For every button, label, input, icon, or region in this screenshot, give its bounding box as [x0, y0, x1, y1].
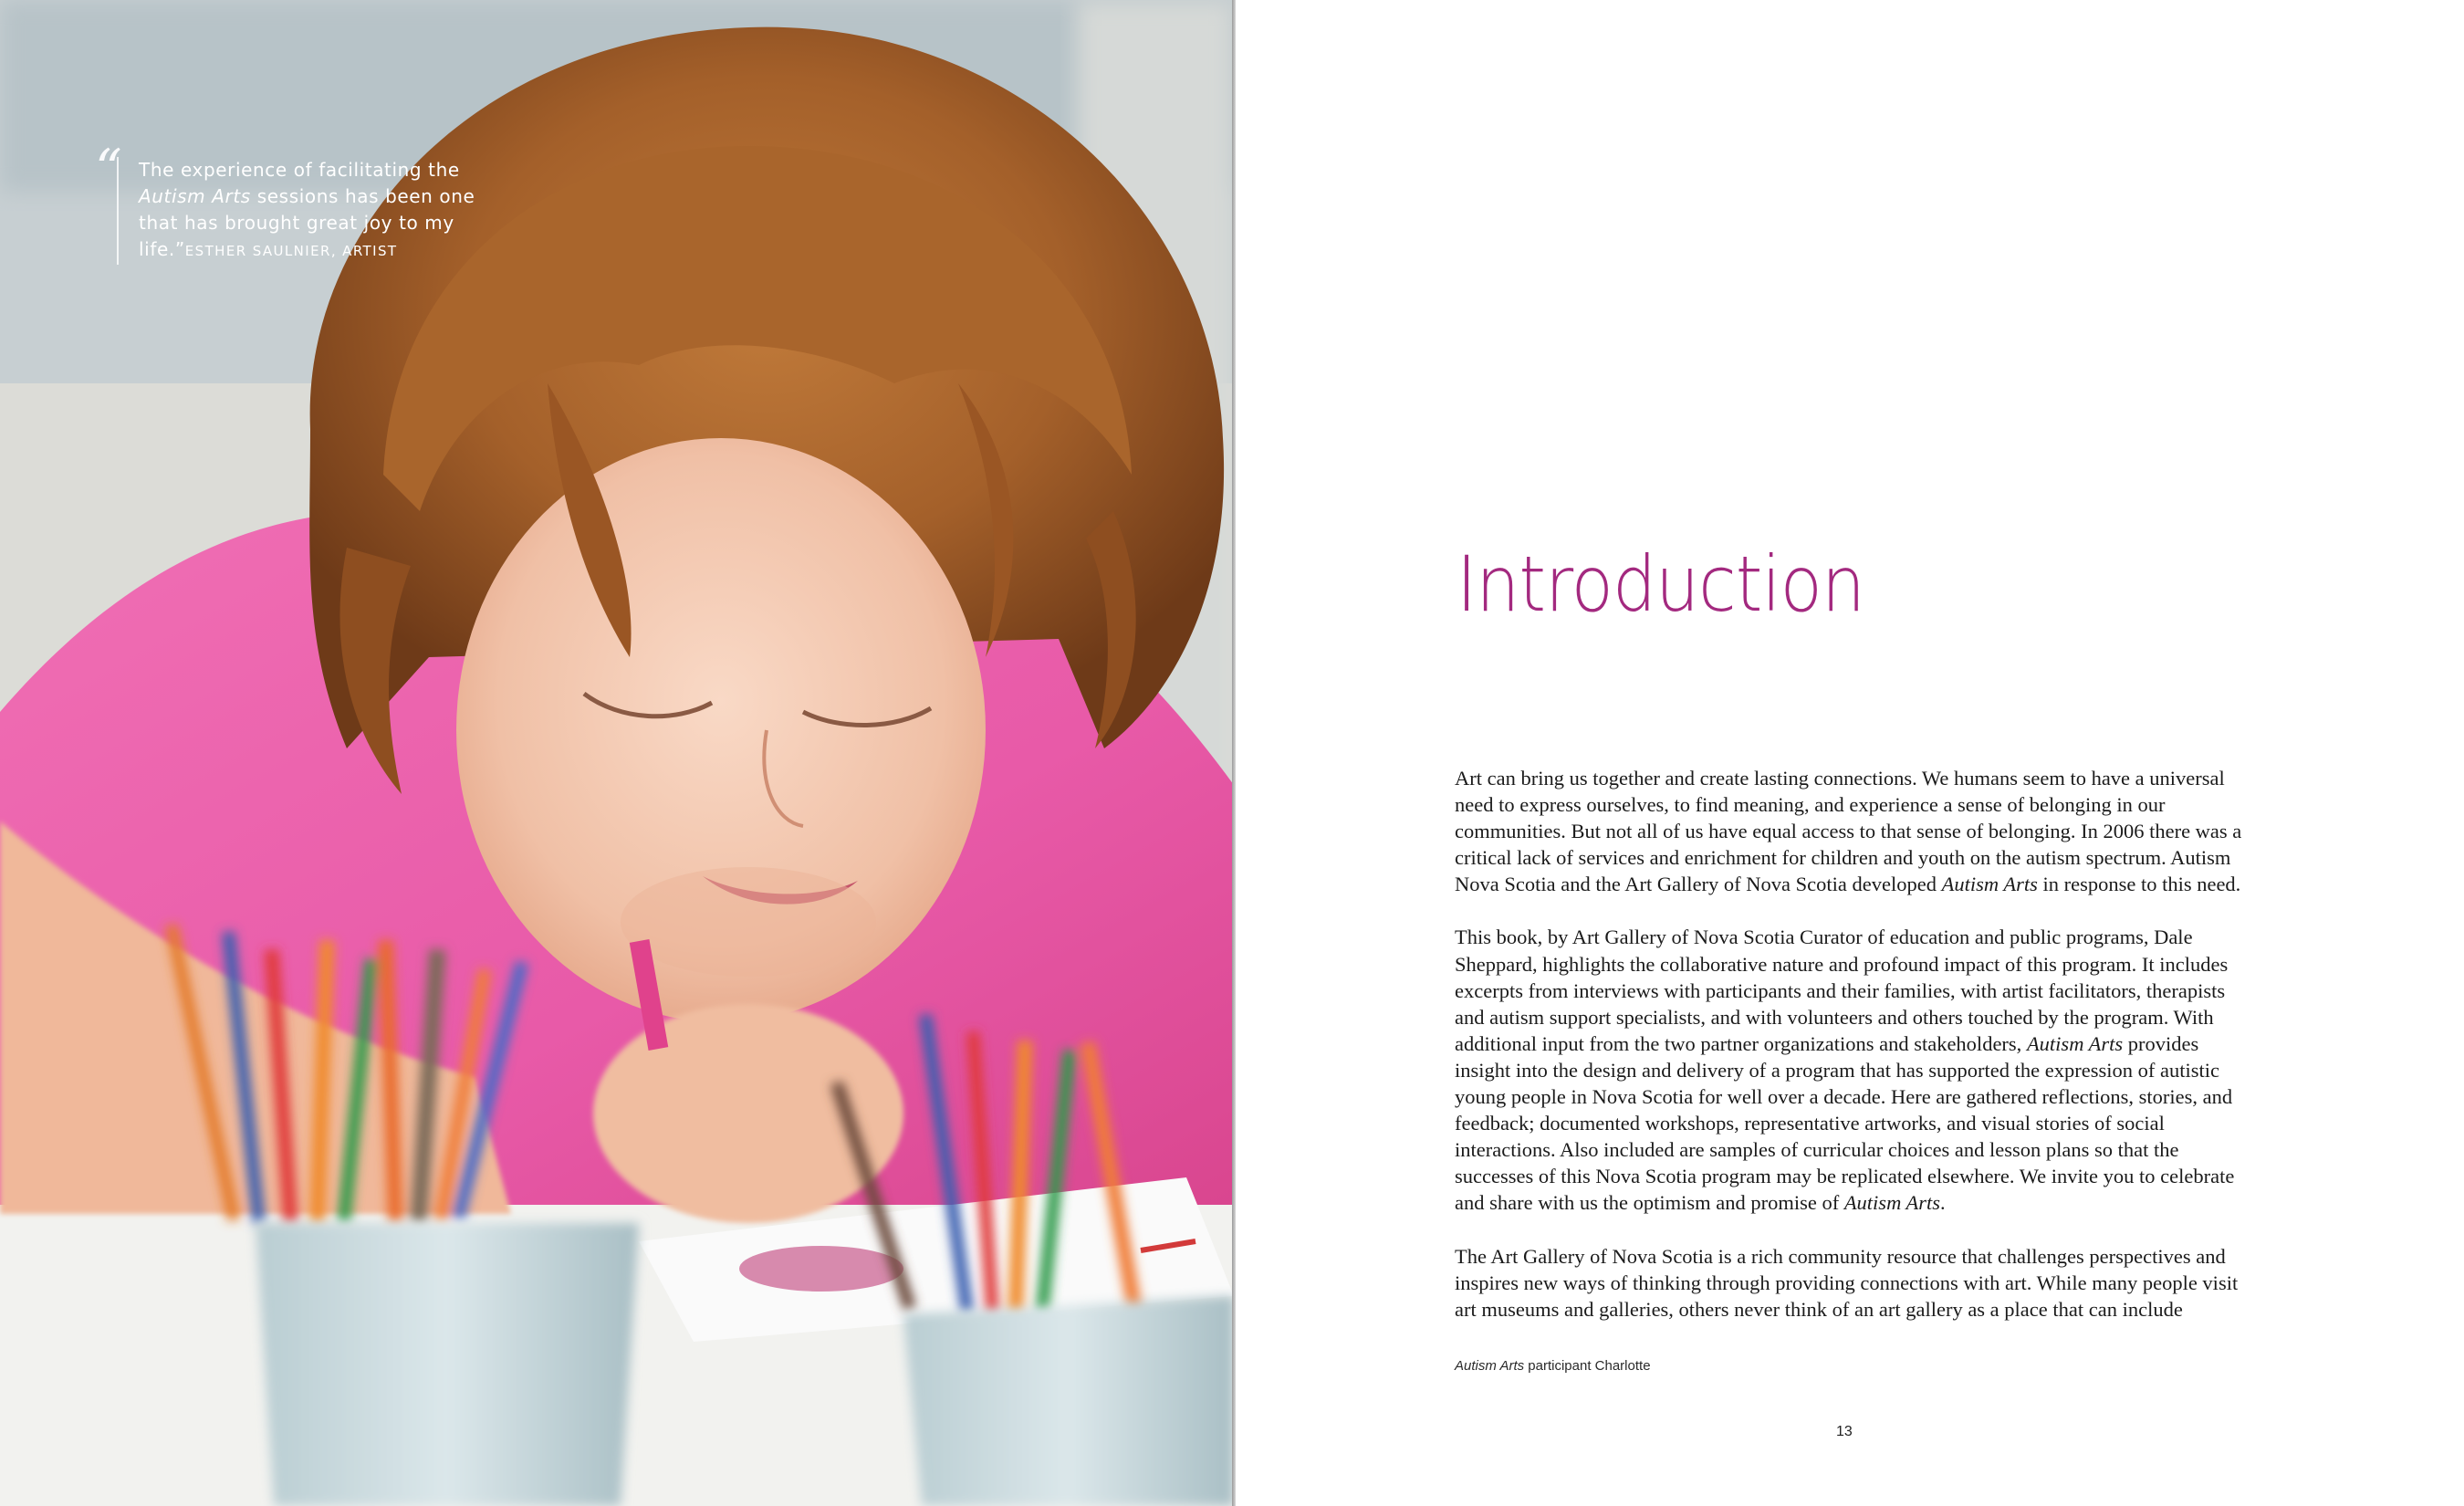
pull-quote-attribution: ESTHER SAULNIER, ARTIST	[184, 243, 398, 259]
caption-text: participant Charlotte	[1524, 1358, 1651, 1374]
photo-caption	[1455, 1358, 1651, 1374]
paragraph-1	[1455, 765, 2258, 897]
paragraph-text: This book, by Art Gallery of Nova Scotia Curator of education and public programs, Dale Sheppard, highlights the collaborative nature and profound impact of this program. It includes excerpts from interviews with participants and their families, with artist facilitators, therapists and autism support specialists, and with volunteers and others touched by the program. With additional input from the two partner organizations and stakeholders,	[1455, 926, 2229, 1055]
paragraph-text: in response to this need.	[2037, 873, 2241, 896]
caption-italic-title: Autism Arts	[1455, 1358, 1525, 1374]
paragraph-3	[1455, 1243, 2258, 1323]
italic-title: Autism Arts	[2026, 1031, 2124, 1055]
italic-title: Autism Arts	[1843, 1191, 1941, 1215]
paragraph-text: .	[1940, 1191, 1946, 1215]
paragraph-text: Art can bring us together and create lasting connections. We humans seem to have a universal need to express ourselves, to find meaning, and experience a sense of belonging in our communities. But not all of us have equal access to that sense of belonging. In 2006 there was a critical lack of services and enrichment for children and youth on the autism spectrum. Autism Nova Scotia and the Art Gallery of Nova Scotia developed	[1455, 767, 2242, 896]
page-number: 13	[1836, 1424, 1853, 1439]
paragraph-2	[1455, 924, 2258, 1216]
body-copy	[1455, 765, 2258, 1349]
open-quote-icon: “	[95, 138, 122, 200]
page-title: Introduction	[1456, 539, 1865, 629]
pull-quote-text	[117, 157, 504, 265]
pull-quote-line: sessions has been one	[250, 185, 475, 207]
pull-quote-line: life.”	[139, 238, 185, 260]
pull-quote-line: that has brought great joy to my	[139, 212, 454, 234]
pull-quote-line: The experience of facilitating the	[139, 159, 460, 181]
paragraph-text: The Art Gallery of Nova Scotia is a rich community resource that challenges perspectives and inspires new ways of thinking through providing connections with art. While many people visit art museums and galleries, others never think of an art gallery as a place that can include	[1455, 1244, 2239, 1321]
paragraph-text: provides insight into the design and delivery of a program that has supported the expression of autistic young people in Nova Scotia for well over a decade. Here are gathered reflections, stories, and feedback; documented workshops, representative artworks, and visual stories of social interactions. Also included are samples of curricular choices and lesson plans so that the successes of this Nova Scotia program may be replicated elsewhere. We invite you to celebrate and share with us the optimism and promise of	[1455, 1031, 2235, 1215]
pull-quote-italic-title: Autism Arts	[139, 185, 251, 207]
italic-title: Autism Arts	[1941, 873, 2038, 896]
